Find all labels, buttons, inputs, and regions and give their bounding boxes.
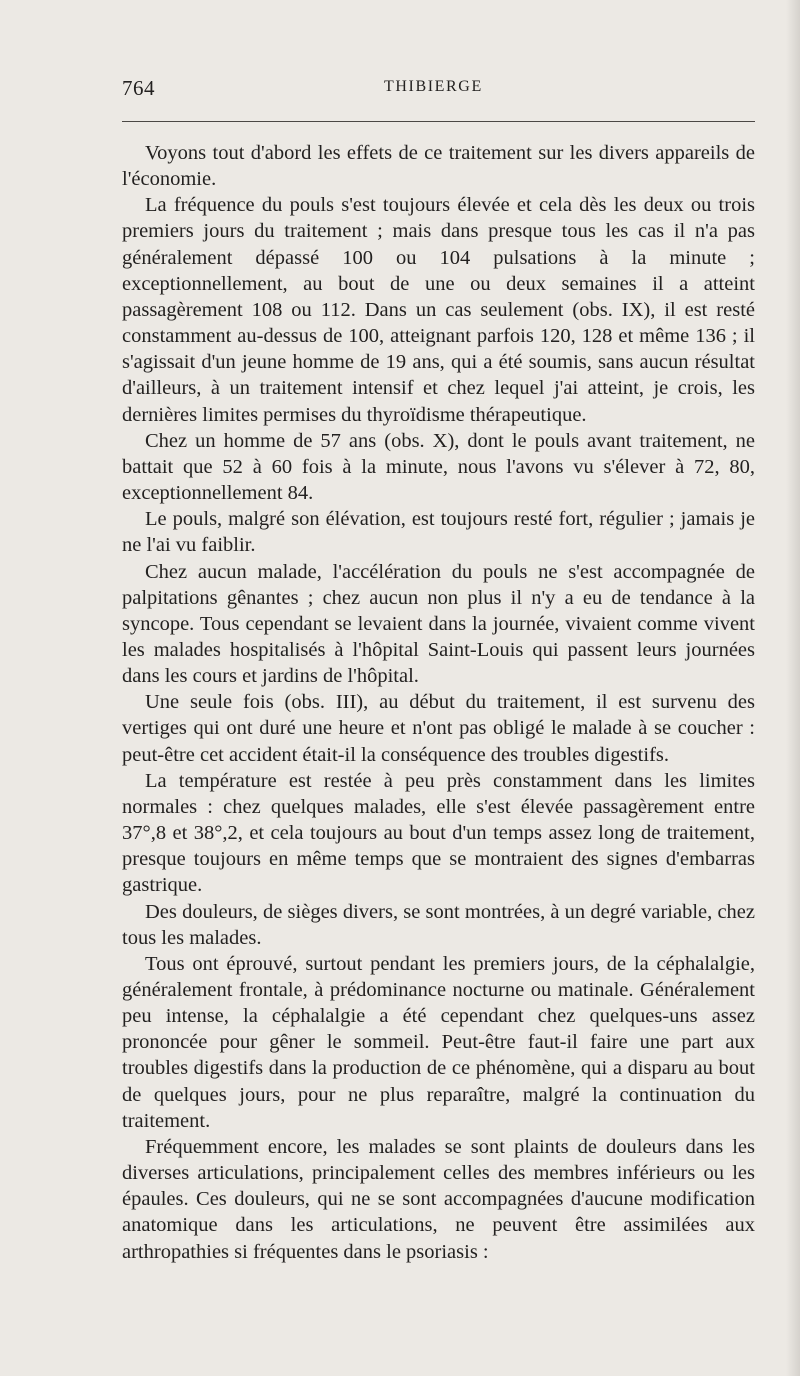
page-header <box>122 76 755 106</box>
paragraph: La fréquence du pouls s'est toujours élevée et cela dès les deux ou trois premiers jours du traitement ; mais dans presque tous les cas il n'a pas généralement dépassé 100 ou 104 pulsations à la minute ; exceptionnellement, au bout de une ou deux semaines il a atteint passagèrement 108 ou 112. Dans un cas seulement (obs. IX), il est resté constamment au-dessus de 100, atteignant parfois 120, 128 et même 136 ; il s'agissait d'un jeune homme de 19 ans, qui a été soumis, sans aucun résultat d'ailleurs, à un traitement intensif et chez lequel j'ai atteint, je crois, les dernières limites permises du thyroïdisme thérapeutique. <box>122 194 755 426</box>
body-text <box>122 140 755 1265</box>
paragraph: Chez aucun malade, l'accélération du pouls ne s'est accompagnée de palpitations gênantes ; chez aucun non plus il n'y a eu de tendance à la syncope. Tous cependant se levaient dans la journée, vivaient comme vivent les malades hospitalisés à l'hôpital Saint-Louis qui passent leurs journées dans les cours et jardins de l'hôpital. <box>122 560 755 688</box>
paragraph: Chez un homme de 57 ans (obs. X), dont le pouls avant traitement, ne battait que 52 à 60 fois à la minute, nous l'avons vu s'élever à 72, 80, exceptionnellement 84. <box>122 429 755 505</box>
paragraph: Fréquemment encore, les malades se sont plaints de douleurs dans les diverses articulations, principalement celles des membres inférieurs ou les épaules. Ces douleurs, qui ne se sont accompagnées d'aucune modification anatomique dans les articulations, ne peuvent être assimilées aux arthropathies si fréquentes dans le psoriasis : <box>122 1135 755 1263</box>
paragraph: La température est restée à peu près constamment dans les limites normales : chez quelques malades, elle s'est élevée passagèrement entre 37°,8 et 38°,2, et cela toujours au bout d'un temps assez long de traitement, presque toujours en même temps que se montraient des signes d'embarras gastrique. <box>122 769 755 897</box>
paragraph: Voyons tout d'abord les effets de ce traitement sur les divers appareils de l'économie. <box>122 142 755 191</box>
header-rule <box>122 121 755 122</box>
paragraph: Une seule fois (obs. III), au début du traitement, il est survenu des vertiges qui ont duré une heure et n'ont pas obligé le malade à se coucher : peut-être cet accident était-il la conséquence des troubles digestifs. <box>122 691 755 766</box>
running-head: THIBIERGE <box>384 78 483 95</box>
paragraph: Des douleurs, de sièges divers, se sont montrées, à un degré variable, chez tous les malades. <box>122 900 755 949</box>
page-edge-shadow <box>786 0 800 1376</box>
paragraph: Le pouls, malgré son élévation, est toujours resté fort, régulier ; jamais je ne l'ai vu faiblir. <box>122 508 755 557</box>
paragraph: Tous ont éprouvé, surtout pendant les premiers jours, de la céphalalgie, généralement frontale, à prédominance nocturne ou matinale. Généralement peu intense, la céphalalgie a été cependant chez quelques-uns assez prononcée pour gêner le sommeil. Peut-être faut-il faire une part aux troubles digestifs dans la production de ce phénomène, qui a disparu au bout de quelques jours, pour ne plus reparaître, malgré la continuation du traitement. <box>122 952 755 1132</box>
page-number: 764 <box>122 76 155 100</box>
